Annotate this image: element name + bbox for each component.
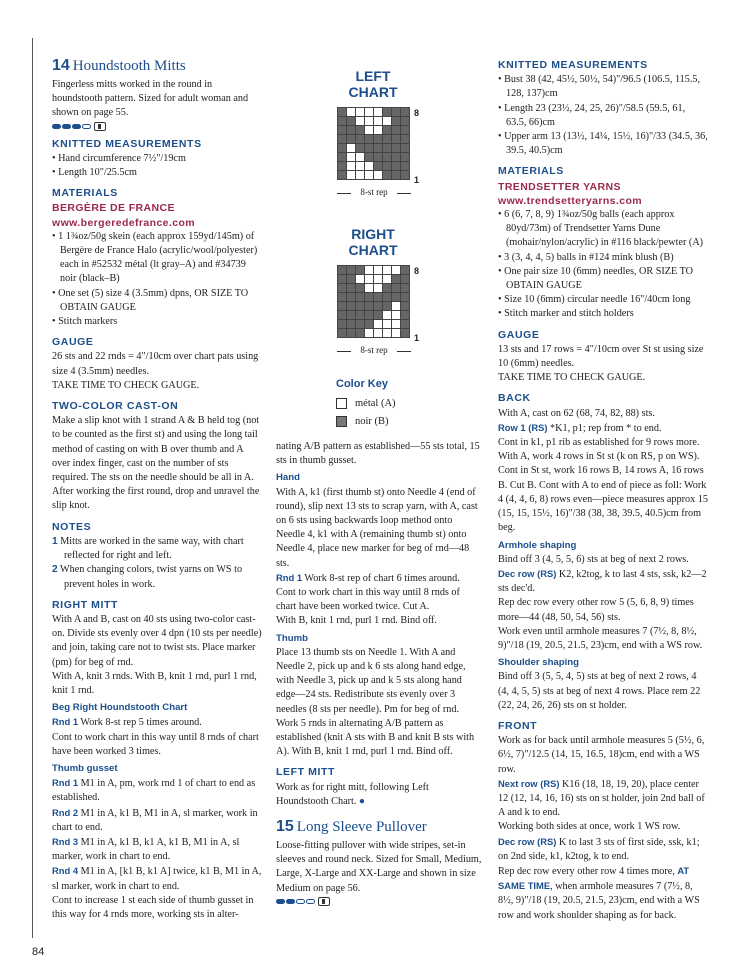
chart-cell [347, 144, 356, 153]
chart-cell [338, 320, 347, 329]
body-text [498, 864, 708, 923]
chart-cell [365, 108, 374, 117]
chart-cell [347, 162, 356, 171]
row-text: K2, k2tog, k to last 4 sts, ssk, k2—2 sts dec'd. [498, 568, 707, 595]
brand-url: www.trendsetteryarns.com [498, 194, 643, 207]
video-icon [94, 122, 106, 131]
chart-cell [374, 126, 383, 135]
note-number: 2 [52, 564, 58, 576]
round-text: M1 in A, pm, work rnd 1 of chart to end as established. [52, 778, 256, 804]
chart-cell [347, 126, 356, 135]
chart-cell [365, 135, 374, 144]
note-number: 1 [52, 535, 58, 547]
color-key-label: métal (A) [355, 398, 396, 409]
right-chart-grid [337, 265, 410, 338]
skill-level-icon [52, 122, 262, 131]
chart-cell [392, 117, 401, 126]
chart-cell [392, 126, 401, 135]
note-text: Mitts are worked in the same way, with chart reflected for right and left. [60, 535, 244, 562]
body-text: Cont to increase 1 st each side of thumb gusset in this way for 4 rnds more, working sts in alter- [52, 894, 254, 920]
chart-cell [338, 329, 347, 338]
pattern-intro: Loose-fitting pullover with wide stripes, set-in sleeves and round neck. Sized for Small, Medium, Large, X-Large and XX-Large and shown in size Medium on page 56. [276, 840, 482, 894]
body-text [52, 835, 262, 864]
body-text: Work as for back until armhole measures 5 (5½, 6, 6½, 7)"/12.5 (14, 15, 16.5, 18)cm, end with a WS row. [498, 735, 705, 775]
list-item: • Size 10 (6mm) circular needle 16"/40cm long [498, 294, 691, 306]
row-text: K to last 3 sts of first side, ssk, k1; on 2nd side, k1, k2tog, k to end. [498, 836, 700, 862]
row-label-bottom: 1 [414, 175, 420, 185]
body-text: With A, k1 (first thumb st) onto Needle 4 (end of round), slip next 13 sts to scrap yarn, with A, cast on 6 sts using backwards loop method onto Needle 4, k1 with A (remaining thumb st) onto Needle 4, place new marker for beg of rnd—48 sts. [276, 486, 478, 569]
note-item [52, 535, 262, 563]
pattern-title-14 [52, 56, 262, 76]
chart-cell [392, 162, 401, 171]
chart-cell [374, 162, 383, 171]
chart-cell [365, 162, 374, 171]
chart-cell [401, 126, 410, 135]
chart-cell [356, 293, 365, 302]
end-bullet-icon: ● [358, 795, 366, 807]
chart-cell [392, 171, 401, 180]
chart-cell [365, 153, 374, 162]
chart-cell [383, 311, 392, 320]
chart-cell [338, 293, 347, 302]
chart-cell [356, 126, 365, 135]
chart-cell [374, 135, 383, 144]
chart-cell [356, 135, 365, 144]
list-item: • Stitch marker and stitch holders [498, 308, 634, 320]
section-heading: GAUGE [52, 336, 94, 349]
list-item: • Length 23 (23½, 24, 25, 26)"/58.5 (59.5, 61, 63.5, 66)cm [498, 102, 686, 128]
chart-cell [374, 171, 383, 180]
chart-cell [374, 108, 383, 117]
list-item: • 3 (3, 4, 4, 5) balls in #124 mink blush (B) [498, 251, 674, 263]
round-text: Work 8-st rep of chart 6 times around. Cont to work chart in this way until 8 rnds of chart have been worked twice. Cut A. [276, 572, 460, 613]
pattern-title-15 [276, 817, 482, 837]
body-text: TAKE TIME TO CHECK GAUGE. [52, 379, 200, 391]
left-chart-title: LEFT CHART [348, 68, 398, 100]
skill-level-icon [276, 897, 482, 906]
row-label: Dec row (RS) [498, 567, 557, 579]
chart-cell [338, 144, 347, 153]
chart-cell [392, 266, 401, 275]
chart-cell [383, 293, 392, 302]
chart-cell [356, 284, 365, 293]
section-heading: NOTES [52, 520, 92, 533]
chart-cell [365, 144, 374, 153]
list-item: • Bust 38 (42, 45½, 50½, 54)"/96.5 (106.5, 115.5, 128, 137)cm [498, 74, 701, 100]
chart-cell [338, 266, 347, 275]
chart-cell [347, 171, 356, 180]
chart-cell [365, 117, 374, 126]
pattern-number: 14 [52, 57, 70, 74]
chart-cell [365, 320, 374, 329]
round-text: Work 8-st rep 5 times around. [78, 717, 202, 729]
chart-cell [401, 284, 410, 293]
chart-cell [365, 284, 374, 293]
chart-cell [401, 293, 410, 302]
emphasis-text: AT SAME TIME [498, 864, 690, 892]
chart-cell [356, 108, 365, 117]
body-text: With A, cast on 62 (68, 74, 82, 88) sts. [498, 407, 655, 419]
note-text: When changing colors, twist yarns on WS to prevent holes in work. [60, 564, 243, 590]
list-item: • Hand circumference 7½"/19cm [52, 152, 186, 164]
chart-cell [356, 275, 365, 284]
chart-cell [338, 135, 347, 144]
brand-name: BERGÈRE DE FRANCE [52, 202, 175, 215]
chart-cell [383, 329, 392, 338]
row-label: Row 1 (RS) [498, 421, 548, 433]
brand-url: www.bergeredefrance.com [52, 216, 196, 229]
row-text: K16 (18, 18, 19, 20), place center 12 (12, 14, 16, 16) sts on st holder, join 2nd ball of A and k to end. [498, 778, 705, 819]
color-key-b [336, 416, 389, 427]
body-text: With A and B, cast on 40 sts using two-color cast-on. Divide sts evenly over 4 dpn (10 sts per needle) and join, taking care not to twist sts. Place marker (pm) for beg of rnd. [52, 613, 262, 668]
body-text: Bind off 3 (5, 5, 4, 5) sts at beg of next 2 rows, 4 (4, 4, 5, 5) sts at beg of next 4 rows. Place rem 22 (22, 24, 26, 26) sts on st holder. [498, 671, 701, 711]
round-text: M1 in A, [k1 B, k1 A] twice, k1 B, M1 in A, sl marker, work in chart to end. [52, 866, 262, 892]
section-heading: TWO-COLOR CAST-ON [52, 400, 179, 413]
chart-cell [401, 171, 410, 180]
chart-cell [401, 144, 410, 153]
body-text: Work even until armhole measures 7 (7½, 8, 8½, 9)"/18 (19, 20.5, 21.5, 23)cm, end with a WS row. [498, 625, 703, 651]
body-text: Place 13 thumb sts on Needle 1. With A and Needle 2, pick up and k 6 sts along hand edge, with Needle 3, pick up and k 5 sts along hand edge—24 sts. Redistribute sts evenly over 3 needles (8 sts per needle). Pm for beg of rnd. [276, 646, 466, 715]
body-text [52, 864, 262, 893]
body-text: Cont in k1, p1 rib as established for 9 rows more. With A, work 4 rows in St st (k on RS, p on WS). Cont in St st, work 16 rows B, 14 rows A, 16 rows B. Cut B. Cont with A to end of piece as foll: Work 4 (4, 4, 6, 8) rows even—piece measures approx 15 (15, 15, 15½, 16)"/38 (38, 38, 39.5, 40.5)cm from beg. [498, 437, 708, 534]
repeat-label: 8-st rep [337, 345, 411, 355]
section-heading: MATERIALS [498, 165, 564, 178]
chart-cell [356, 311, 365, 320]
chart-cell [392, 144, 401, 153]
round-text: M1 in A, k1 B, k1 A, k1 B, M1 in A, sl marker, work in chart to end. [52, 836, 240, 863]
body-text: TAKE TIME TO CHECK GAUGE. [498, 372, 646, 384]
chart-cell [401, 153, 410, 162]
body-text [52, 715, 262, 730]
chart-cell [365, 311, 374, 320]
chart-cell [374, 320, 383, 329]
chart-cell [374, 329, 383, 338]
chart-cell [356, 153, 365, 162]
chart-cell [401, 329, 410, 338]
body-text [498, 835, 708, 864]
body-fragment: Rep dec row every other row 4 times more, [498, 865, 678, 877]
chart-cell [401, 108, 410, 117]
chart-cell [374, 302, 383, 311]
chart-cell [347, 320, 356, 329]
chart-cell [365, 275, 374, 284]
chart-cell [392, 329, 401, 338]
chart-cell [383, 117, 392, 126]
chart-cell [383, 126, 392, 135]
chart-cell [356, 171, 365, 180]
section-heading: KNITTED MEASUREMENTS [498, 59, 648, 71]
round-label: Rnd 1 [52, 777, 79, 789]
left-column [52, 56, 262, 922]
chart-cell [383, 153, 392, 162]
chart-cell [338, 311, 347, 320]
repeat-label: 8-st rep [337, 187, 411, 197]
list-item: • Stitch markers [52, 316, 118, 328]
body-text: Make a slip knot with 1 strand A & B held tog (not to be counted as the first st) and using the long tail method of casting on with B over thumb and A over index finger, cast on the number of sts required. The sts on the needle should be all in A. After working the first round, drop and unravel the slip knot. [52, 415, 260, 512]
page-number: 84 [32, 946, 45, 958]
chart-cell [401, 117, 410, 126]
chart-cell [392, 311, 401, 320]
color-key-title: Color Key [336, 378, 388, 390]
subheading: Beg Right Houndstooth Chart [52, 702, 188, 714]
chart-cell [401, 162, 410, 171]
chart-cell [338, 302, 347, 311]
chart-cell [356, 329, 365, 338]
chart-cell [401, 320, 410, 329]
right-chart-title: RIGHT CHART [348, 226, 398, 258]
chart-cell [338, 117, 347, 126]
chart-cell [392, 135, 401, 144]
chart-cell [383, 162, 392, 171]
list-item: • 6 (6, 7, 8, 9) 1¾oz/50g balls (each approx 80yd/73m) of Trendsetter Yarns Dune (mohair/nylon/acrylic) in #116 black/pewter (A) [498, 209, 704, 249]
chart-cell [347, 293, 356, 302]
color-key-label: noir (B) [355, 416, 389, 427]
chart-cell [383, 266, 392, 275]
chart-cell [356, 117, 365, 126]
round-label: Rnd 3 [52, 835, 79, 847]
pattern-name: Houndstooth Mitts [72, 58, 186, 74]
chart-cell [365, 171, 374, 180]
chart-cell [338, 126, 347, 135]
chart-cell [356, 302, 365, 311]
chart-cell [347, 329, 356, 338]
chart-cell [401, 311, 410, 320]
chart-cell [392, 108, 401, 117]
chart-cell [401, 266, 410, 275]
chart-cell [392, 293, 401, 302]
body-text: With B, knit 1 rnd, purl 1 rnd. Bind off. [276, 615, 437, 627]
chart-cell [347, 311, 356, 320]
chart-cell [392, 302, 401, 311]
section-heading: RIGHT MITT [52, 598, 119, 611]
body-text: Working both sides at once, work 1 WS row. [498, 821, 681, 833]
brand-name: TRENDSETTER YARNS [498, 180, 621, 193]
section-heading: MATERIALS [52, 187, 118, 200]
list-item: • 1 1¾oz/50g skein (each approx 159yd/145m) of Bergère de France Halo (acrylic/wool/polyester) each in #52532 métal (lt gray–A) and #34739 noir (black–B) [52, 230, 258, 285]
body-text: 13 sts and 17 rows = 4"/10cm over St st using size 10 (6mm) needles. [498, 343, 704, 370]
row-label: Dec row (RS) [498, 835, 557, 847]
body-text [276, 571, 482, 615]
page-border-line [32, 38, 33, 938]
row-text: *K1, p1; rep from * to end. [547, 422, 662, 434]
chart-cell [338, 275, 347, 284]
chart-cell [338, 153, 347, 162]
body-text: nating A/B pattern as established—55 sts total, 15 sts in thumb gusset. [276, 441, 480, 467]
chart-cell [347, 302, 356, 311]
row-label-bottom: 1 [414, 333, 420, 343]
chart-cell [383, 144, 392, 153]
round-label: Rnd 2 [52, 806, 79, 818]
round-label: Rnd 4 [52, 865, 79, 877]
chart-cell [347, 117, 356, 126]
chart-cell [338, 284, 347, 293]
round-label: Rnd 1 [52, 716, 79, 728]
chart-cell [383, 275, 392, 284]
chart-cell [374, 284, 383, 293]
chart-cell [392, 153, 401, 162]
chart-cell [338, 108, 347, 117]
chart-cell [365, 302, 374, 311]
chart-cell [374, 275, 383, 284]
body-text [498, 421, 708, 436]
body-text: Cont to work chart in this way until 8 rnds of chart have been worked 3 times. [52, 731, 259, 757]
chart-cell [383, 108, 392, 117]
chart-cell [356, 144, 365, 153]
list-item: • One set (5) size 4 (3.5mm) dpns, OR SIZE TO OBTAIN GAUGE [52, 287, 249, 313]
body-text [52, 806, 262, 835]
body-text [52, 776, 262, 805]
subheading: Thumb [276, 632, 308, 644]
left-chart-grid [337, 107, 410, 180]
section-heading: BACK [498, 392, 531, 405]
chart-cell [374, 293, 383, 302]
body-text: Work 5 rnds in alternating A/B pattern as established (knit A sts with B and knit B sts with A). With B, knit 1 rnd, purl 1 rnd. Bind off. [276, 717, 475, 758]
chart-cell [383, 320, 392, 329]
section-heading: GAUGE [498, 328, 540, 341]
color-key-a [336, 398, 396, 409]
list-item: • One pair size 10 (6mm) needles, OR SIZE TO OBTAIN GAUGE [498, 265, 694, 292]
body-text [276, 781, 482, 809]
body-fragment: , when armhole measures 7 (7½, 8, 8½, 9)"/18 (19, 20.5, 21.5, 23)cm, end with a WS row and work shoulder shaping as for back. [498, 881, 700, 921]
right-column [498, 58, 708, 923]
body-text: Bind off 3 (4, 5, 5, 6) sts at beg of next 2 rows. [498, 553, 689, 565]
chart-cell [392, 284, 401, 293]
chart-cell [374, 153, 383, 162]
middle-column [276, 440, 482, 909]
chart-cell [383, 171, 392, 180]
subheading: Shoulder shaping [498, 657, 580, 669]
chart-cell [392, 320, 401, 329]
left-mitt-text: Work as for right mitt, following Left Houndstooth Chart. [276, 781, 429, 807]
pattern-number: 15 [276, 818, 294, 836]
chart-cell [365, 329, 374, 338]
pattern-name: Long Sleeve Pullover [296, 819, 427, 836]
chart-cell [401, 302, 410, 311]
row-label-top: 8 [414, 108, 420, 118]
subheading: Hand [276, 472, 300, 484]
chart-cell [374, 311, 383, 320]
chart-cell [338, 171, 347, 180]
chart-cell [374, 144, 383, 153]
body-text [498, 567, 708, 596]
chart-cell [338, 162, 347, 171]
list-item: • Length 10"/25.5cm [52, 167, 137, 179]
chart-cell [356, 162, 365, 171]
chart-cell [347, 266, 356, 275]
subheading: Armhole shaping [498, 539, 577, 551]
chart-cell [374, 266, 383, 275]
chart-cell [365, 126, 374, 135]
chart-cell [383, 284, 392, 293]
chart-cell [374, 117, 383, 126]
chart-cell [401, 135, 410, 144]
chart-cell [347, 284, 356, 293]
body-text: 26 sts and 22 rnds = 4"/10cm over chart pats using size 4 (3.5mm) needles. [52, 351, 259, 377]
chart-cell [383, 302, 392, 311]
section-heading: LEFT MITT [276, 766, 336, 779]
row-label-top: 8 [414, 266, 420, 276]
chart-cell [401, 275, 410, 284]
list-item: • Upper arm 13 (13½, 14¼, 15½, 16)"/33 (34.5, 36, 39.5, 40.5)cm [498, 131, 708, 157]
chart-cell [383, 135, 392, 144]
swatch-light [336, 398, 347, 409]
chart-cell [356, 266, 365, 275]
chart-cell [365, 266, 374, 275]
chart-cell [347, 135, 356, 144]
pattern-intro: Fingerless mitts worked in the round in houndstooth pattern. Sized for adult woman and shown on page 55. [52, 79, 249, 119]
chart-cell [347, 108, 356, 117]
body-text [498, 777, 708, 821]
chart-cell [356, 320, 365, 329]
round-text: M1 in A, k1 B, M1 in A, sl marker, work in chart to end. [52, 807, 258, 833]
chart-cell [365, 293, 374, 302]
round-label: Rnd 1 [276, 571, 303, 583]
video-icon [318, 897, 330, 906]
section-heading: KNITTED MEASUREMENTS [52, 137, 202, 150]
subheading: Thumb gusset [52, 762, 118, 774]
chart-cell [347, 275, 356, 284]
chart-cell [347, 153, 356, 162]
swatch-dark [336, 416, 347, 427]
body-text: Rep dec row every other row 5 (5, 6, 8, 9) times more—44 (48, 50, 54, 56) sts. [498, 597, 694, 623]
row-label: Next row (RS) [498, 777, 560, 789]
chart-cell [392, 275, 401, 284]
note-item [52, 563, 262, 591]
section-heading: FRONT [498, 719, 538, 732]
body-text: With A, knit 3 rnds. With B, knit 1 rnd, purl 1 rnd, knit 1 rnd. [52, 670, 257, 696]
